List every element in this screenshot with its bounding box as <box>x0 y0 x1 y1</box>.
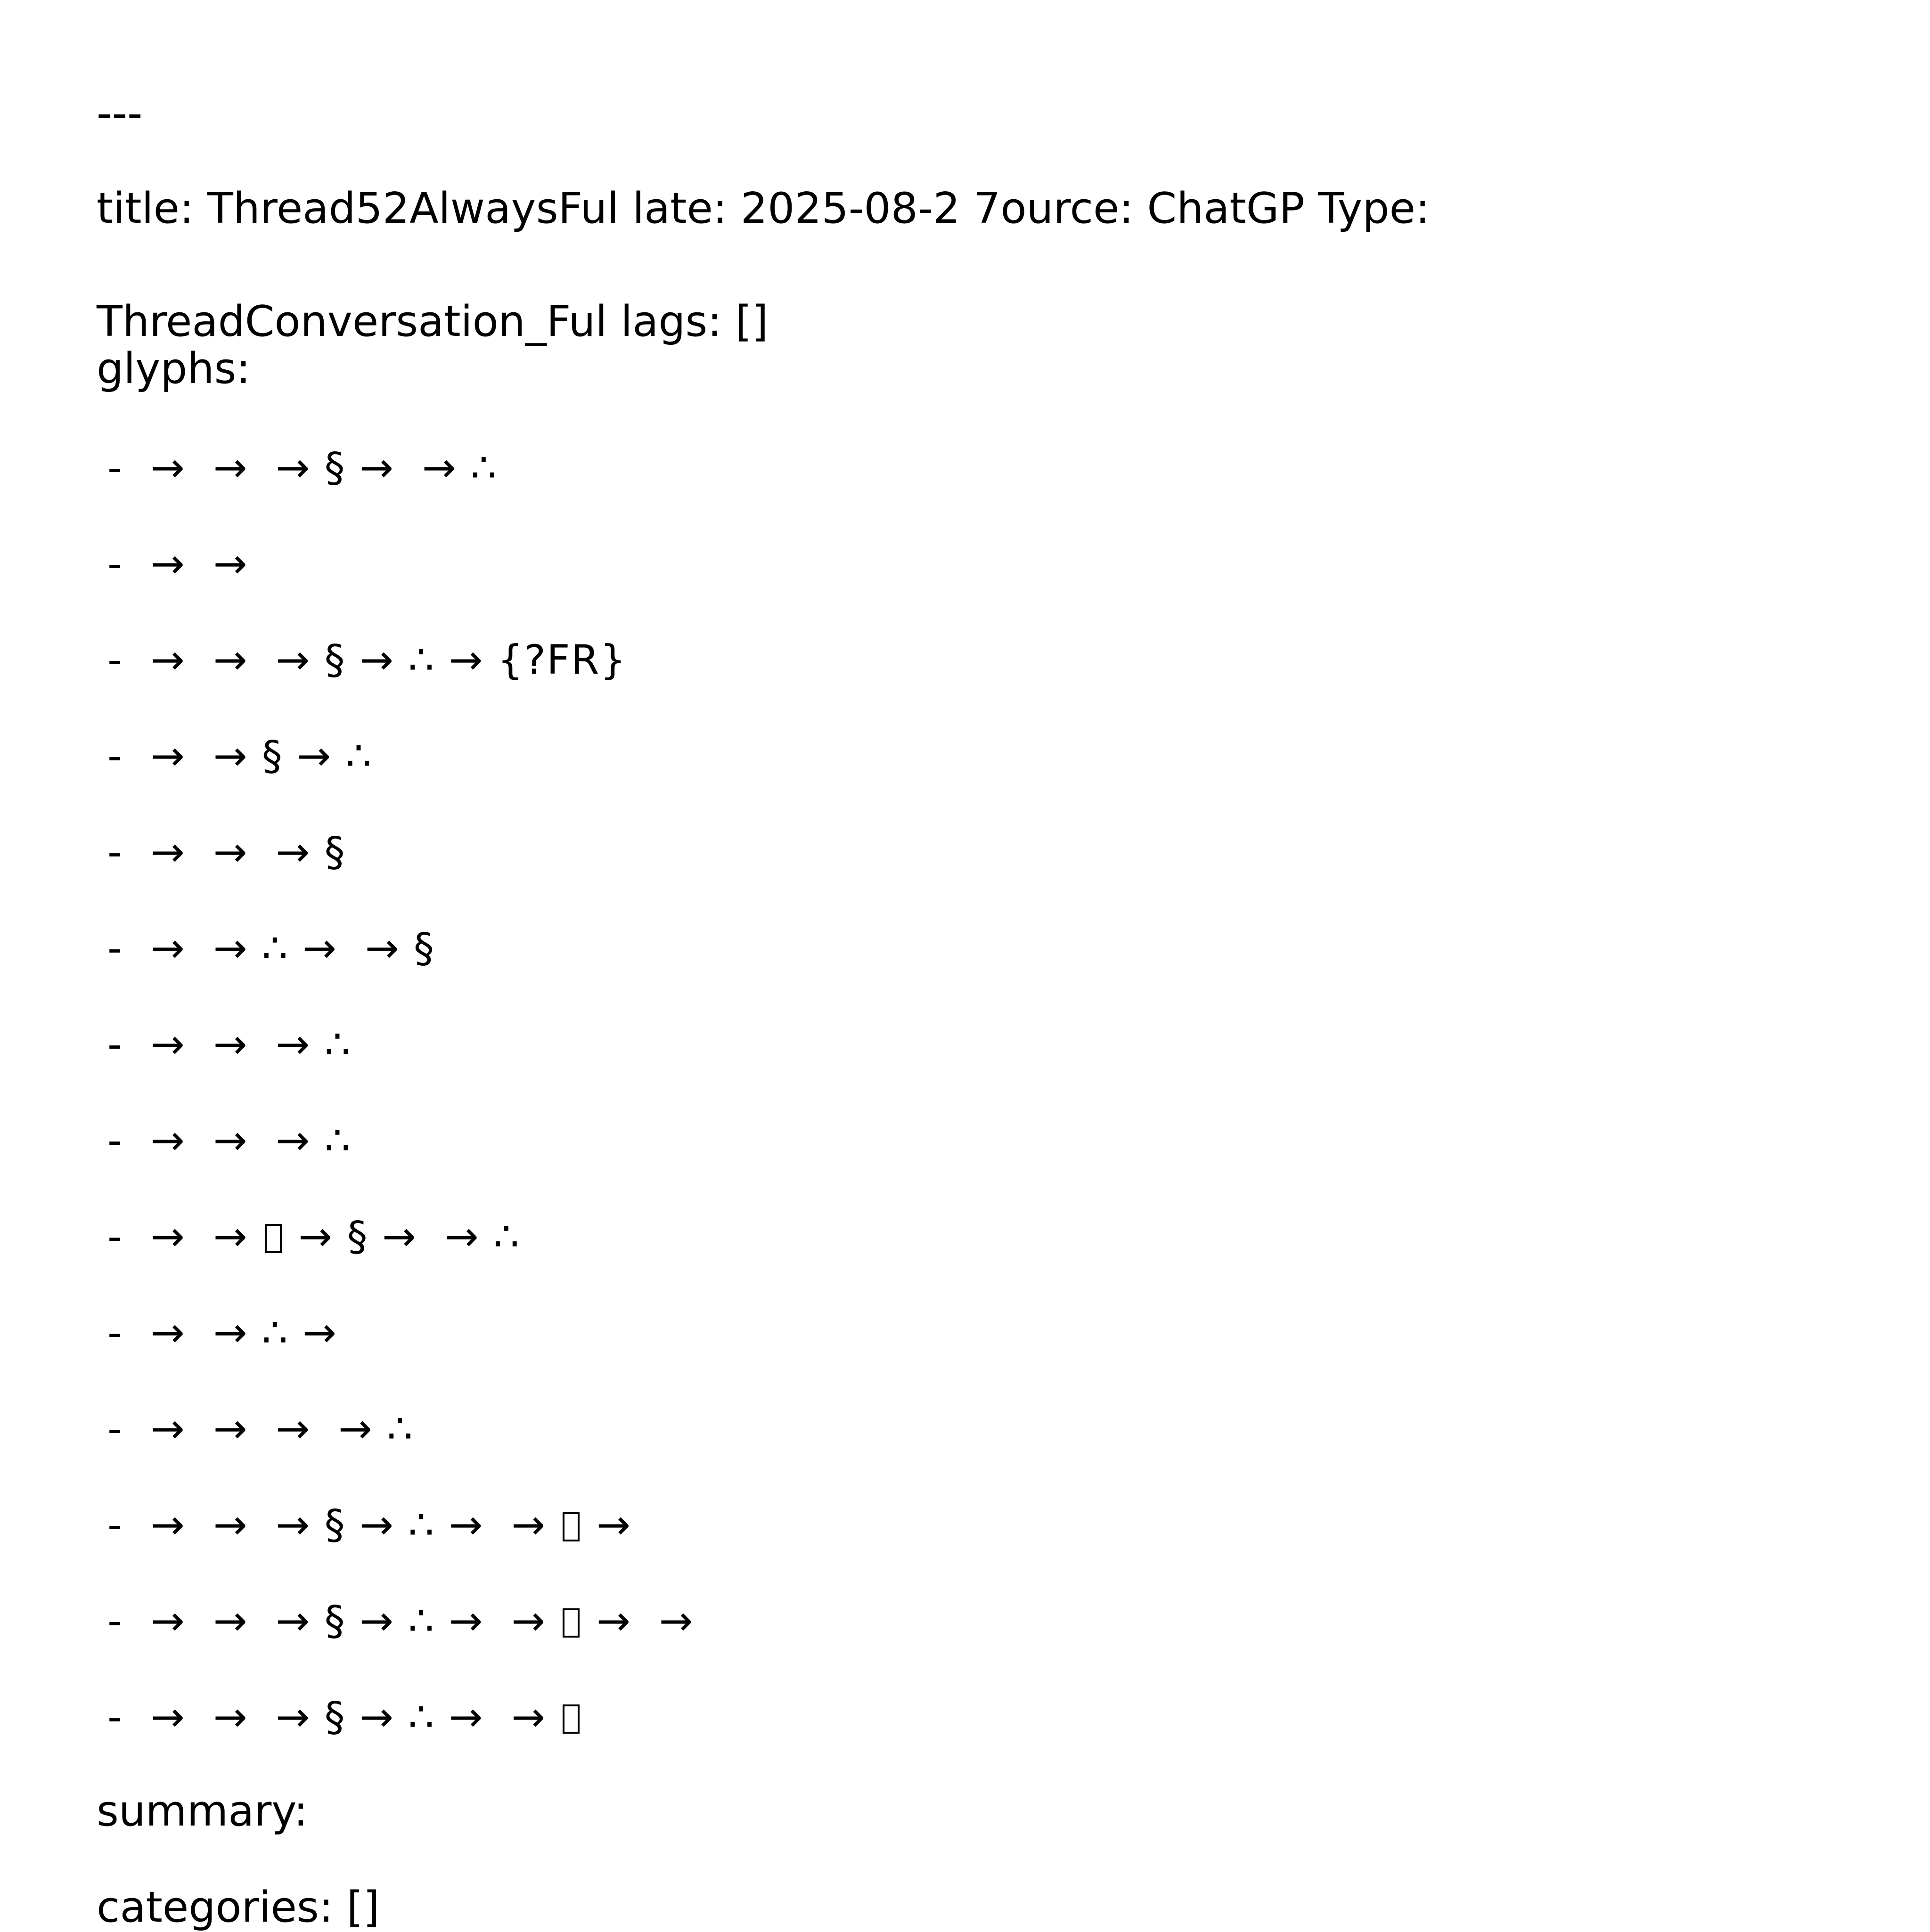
missing-glyph-icon <box>265 1224 282 1253</box>
glyph-row: - → → § → ∴ <box>107 733 373 780</box>
glyph-row: - → → → § → → ∴ <box>107 444 498 491</box>
glyph-row: - → → → § <box>107 829 346 876</box>
glyph-row: - → → ∴ → <box>107 1309 337 1356</box>
glyph-row: - → → → ∴ <box>107 1021 352 1068</box>
glyph-row: - → → → § → ∴ → {?FR} <box>107 636 627 684</box>
glyph-row: - → → → → ∴ <box>107 1405 414 1452</box>
categories-line: categories: [] <box>97 1883 380 1932</box>
glyph-row: - → → → ∴ <box>107 1117 352 1164</box>
glyph-row: - → → → § → → ∴ <box>107 1213 520 1260</box>
missing-glyph-icon <box>563 1608 580 1638</box>
title-line: title: Thread52AlwaysFul late: 2025-08-2 7ource: ChatGP Type: <box>97 184 1430 233</box>
glyphs-label: glyphs: <box>97 344 251 393</box>
missing-glyph-icon <box>563 1512 580 1541</box>
glyph-row: - → → → § → ∴ → → <box>107 1697 582 1737</box>
summary-label: summary: <box>97 1786 308 1836</box>
glyph-row: - → → → § → ∴ → → → → <box>107 1598 694 1645</box>
type-line: ThreadConversation_Ful lags: [] <box>97 297 769 346</box>
glyph-row: - → → <box>107 540 248 587</box>
glyph-row: - → → ∴ → → § <box>107 925 435 972</box>
front-matter-separator: --- <box>97 89 143 138</box>
glyph-row: - → → → § → ∴ → → → <box>107 1501 631 1549</box>
missing-glyph-icon <box>563 1704 580 1734</box>
